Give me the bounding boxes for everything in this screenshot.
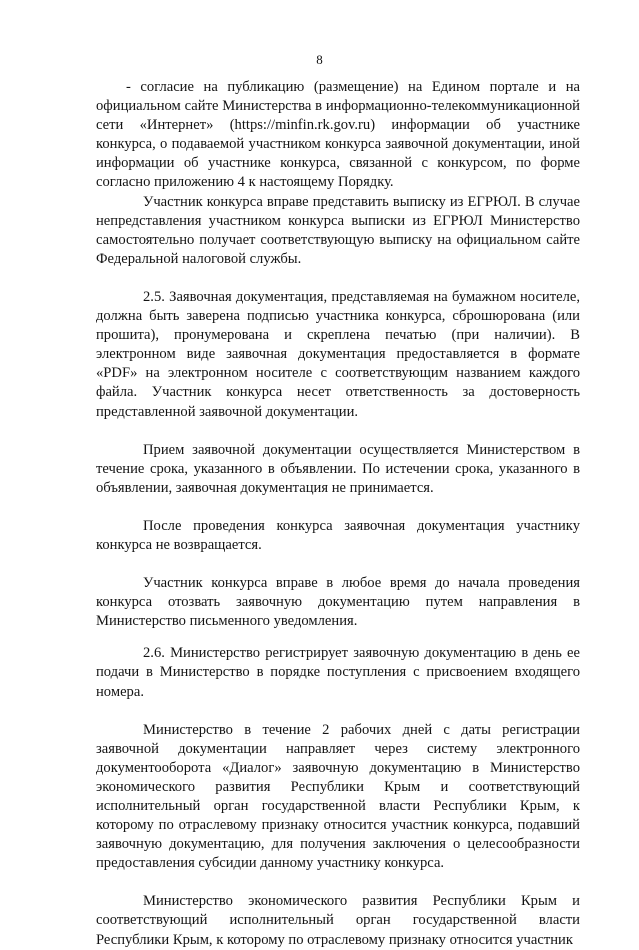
paragraph-consent-publication: - согласие на публикацию (размещение) на Едином портале и на официальном сайте Министерства в информационно-телекоммуникационной сети «Интернет» (https://minfin.rk.gov.ru) информации об участнике конкурса, о подаваемой участником конкурса заявочной документации, иной информации об участнике конкурса, связанной с конкурсом, по форме согласно приложению 4 к настоящему Порядку. — [96, 79, 580, 191]
paragraph-acceptance-period: Прием заявочной документации осуществляется Министерством в течение срока, указанного в объявлении. По истечении срока, указанного в объявлении, заявочная документация не принимается. — [96, 441, 580, 496]
paragraph-dialog-system: Министерство в течение 2 рабочих дней с даты регистрации заявочной документации направляет через систему электронного документооборота «Диалог» заявочную документацию в Министерство экономического развития Республики Крым и соответствующий исполнительный орган государственной власти Республики Крым, к которому по отраслевому признаку относится участник конкурса, подавший заявочную документацию, для получения заключения о целесообразности предоставления субсидии данному участнику конкурса. — [96, 721, 580, 872]
document-body — [96, 78, 580, 950]
paragraph-not-returned: После проведения конкурса заявочная документация участнику конкурса не возвращается. — [96, 517, 580, 553]
paragraph-2-6-registration: 2.6. Министерство регистрирует заявочную документацию в день ее подачи в Министерство в порядке поступления с присвоением входящего номера. — [96, 645, 580, 700]
paragraph-ministry-economic-development: Министерство экономического развития Республики Крым и соответствующий исполнительный орган государственной власти Республики Крым, к которому по отраслевому признаку относится участник — [96, 893, 580, 948]
paragraph-2-5-documentation: 2.5. Заявочная документация, представляемая на бумажном носителе, должна быть заверена подписью участника конкурса, сброшюрована (или прошита), пронумерована и скреплена печатью (при наличии). В электронном виде заявочная документация предоставляется в формате «PDF» на электронном носителе с соответствующим названием каждого файла. Участник конкурса несет ответственность за достоверность представленной заявочной документации. — [96, 288, 580, 420]
paragraph-withdrawal: Участник конкурса вправе в любое время до начала проведения конкурса отозвать заявочную документацию путем направления в Министерство письменного уведомления. — [96, 575, 580, 630]
paragraph-egrul-extract: Участник конкурса вправе представить выписку из ЕГРЮЛ. В случае непредставления участником конкурса выписки из ЕГРЮЛ Министерство самостоятельно получает соответствующую выписку на официальном сайте Федеральной налоговой службы. — [96, 193, 580, 267]
page-number: 8 — [316, 52, 323, 67]
